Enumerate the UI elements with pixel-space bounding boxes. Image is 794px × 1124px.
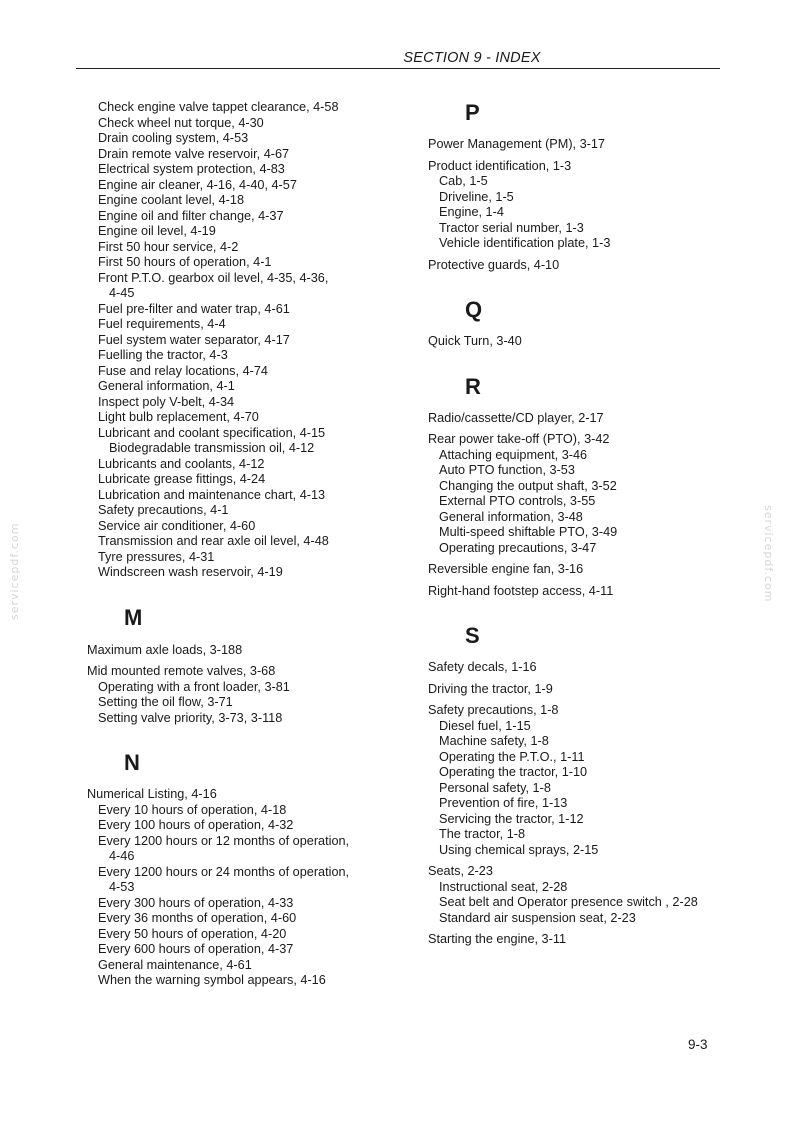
index-subentry: The tractor, 1-8 xyxy=(439,827,526,841)
index-subentry: External PTO controls, 3-55 xyxy=(439,494,596,508)
index-subentry: Every 1200 hours or 24 months of operation, xyxy=(98,864,350,879)
index-entry: Lubrication and maintenance chart, 4-13 xyxy=(98,487,326,502)
index-entry: Fuse and relay locations, 4-74 xyxy=(98,363,268,378)
index-entry: Seats, 2-23 xyxy=(428,864,493,878)
index-entry: Radio/cassette/CD player, 2-17 xyxy=(428,410,604,425)
index-subentry: Every 50 hours of operation, 4-20 xyxy=(98,926,287,941)
index-entry: Fuel system water separator, 4-17 xyxy=(98,332,290,347)
index-entry: Lubricants and coolants, 4-12 xyxy=(98,456,265,471)
index-entry: Engine oil and filter change, 4-37 xyxy=(98,208,284,223)
section-letter-r: R xyxy=(465,373,481,399)
index-subentry: Auto PTO function, 3-53 xyxy=(439,463,575,477)
index-entry: Lubricant and coolant specification, 4-15 xyxy=(98,425,326,440)
index-entry: Power Management (PM), 3-17 xyxy=(428,137,605,151)
index-subentry: Cab, 1-5 xyxy=(439,174,488,188)
index-entry: Safety precautions, 1-8 xyxy=(428,703,559,717)
index-subentry: Standard air suspension seat, 2-23 xyxy=(439,910,636,925)
index-subentry: Personal safety, 1-8 xyxy=(439,780,551,795)
watermark-left: servicepdf.com xyxy=(8,522,21,620)
index-subentry: Attaching equipment, 3-46 xyxy=(439,447,588,462)
index-subentry: Every 10 hours of operation, 4-18 xyxy=(98,802,287,817)
index-entry: Tyre pressures, 4-31 xyxy=(98,549,215,564)
index-subentry: Operating the tractor, 1-10 xyxy=(439,765,588,779)
index-entry: Safety decals, 1-16 xyxy=(428,660,537,674)
index-entry: First 50 hours of operation, 4-1 xyxy=(98,255,272,269)
index-entry: Lubricate grease fittings, 4-24 xyxy=(98,472,266,486)
index-entry: Inspect poly V-belt, 4-34 xyxy=(98,394,235,409)
index-subentry: Tractor serial number, 1-3 xyxy=(439,220,584,235)
index-entry: Driving the tractor, 1-9 xyxy=(428,681,553,696)
index-column-left xyxy=(87,100,387,989)
index-subentry: Setting valve priority, 3-73, 3-118 xyxy=(98,710,283,725)
index-subentry: Biodegradable transmission oil, 4-12 xyxy=(109,441,315,455)
index-subentry: Every 36 months of operation, 4-60 xyxy=(98,911,297,925)
index-subentry: Operating the P.T.O., 1-11 xyxy=(439,749,585,764)
index-entry: Engine oil level, 4-19 xyxy=(98,224,216,238)
index-entry: Service air conditioner, 4-60 xyxy=(98,518,256,533)
section-letter-q: Q xyxy=(465,297,483,322)
index-subentry: Vehicle identification plate, 1-3 xyxy=(439,236,611,250)
index-entry: Starting the engine, 3-11 xyxy=(428,932,567,946)
index-subentry: Multi-speed shiftable PTO, 3-49 xyxy=(439,525,618,539)
index-subentry: Operating precautions, 3-47 xyxy=(439,540,597,555)
index-entry: Windscreen wash reservoir, 4-19 xyxy=(98,565,283,579)
index-entry: Drain cooling system, 4-53 xyxy=(98,131,249,145)
index-subentry: Every 600 hours of operation, 4-37 xyxy=(98,942,294,956)
index-entry-continuation: 4-46 xyxy=(109,849,135,863)
index-subentry: Changing the output shaft, 3-52 xyxy=(439,478,617,493)
index-entry: Mid mounted remote valves, 3-68 xyxy=(87,664,276,678)
index-entry: Fuel requirements, 4-4 xyxy=(98,317,226,331)
index-subentry: Setting the oil flow, 3-71 xyxy=(98,695,233,709)
section-letter-m: M xyxy=(124,604,143,630)
section-letter-n: N xyxy=(124,750,140,775)
section-title: SECTION 9 - INDEX xyxy=(403,50,541,66)
section-letter-p: P xyxy=(465,100,480,125)
index-entry: Light bulb replacement, 4-70 xyxy=(98,410,259,424)
index-entry: Quick Turn, 3-40 xyxy=(428,334,522,348)
index-entry: First 50 hour service, 4-2 xyxy=(98,239,239,254)
index-entry: Transmission and rear axle oil level, 4-48 xyxy=(98,534,329,548)
index-entry: Check engine valve tappet clearance, 4-58 xyxy=(98,100,339,114)
index-subentry: Every 100 hours of operation, 4-32 xyxy=(98,818,294,832)
index-entry-continuation: 4-53 xyxy=(109,880,135,894)
index-subentry: Servicing the tractor, 1-12 xyxy=(439,811,584,826)
watermark-right: servicepdf.com xyxy=(762,505,775,603)
index-entry: Electrical system protection, 4-83 xyxy=(98,162,285,176)
index-subentry: Engine, 1-4 xyxy=(439,205,504,219)
index-subentry: Every 300 hours of operation, 4-33 xyxy=(98,895,294,910)
page-number: 9-3 xyxy=(688,1037,708,1052)
index-entry: Rear power take-off (PTO), 3-42 xyxy=(428,432,610,446)
index-subentry: Every 1200 hours or 12 months of operation, xyxy=(98,833,350,848)
index-entry: Fuelling the tractor, 4-3 xyxy=(98,348,228,362)
index-subentry: When the warning symbol appears, 4-16 xyxy=(98,973,326,987)
index-subentry: Driveline, 1-5 xyxy=(439,189,514,204)
index-subentry: General information, 3-48 xyxy=(439,509,583,524)
index-subentry: Instructional seat, 2-28 xyxy=(439,879,568,894)
index-entry: Front P.T.O. gearbox oil level, 4-35, 4-36, xyxy=(98,270,329,285)
section-letter-s: S xyxy=(465,623,480,648)
index-subentry: Operating with a front loader, 3-81 xyxy=(98,679,290,694)
index-column-right xyxy=(428,100,728,948)
index-entry: Right-hand footstep access, 4-11 xyxy=(428,583,614,598)
index-entry: Numerical Listing, 4-16 xyxy=(87,787,217,801)
index-entry: Check wheel nut torque, 4-30 xyxy=(98,115,264,130)
index-entry: Safety precautions, 4-1 xyxy=(98,503,229,517)
index-subentry: General maintenance, 4-61 xyxy=(98,957,252,972)
index-entry: Reversible engine fan, 3-16 xyxy=(428,562,584,576)
index-subentry: Seat belt and Operator presence switch , 2-28 xyxy=(439,895,698,909)
index-entry: Fuel pre-filter and water trap, 4-61 xyxy=(98,301,290,316)
index-entry: Engine coolant level, 4-18 xyxy=(98,193,245,207)
index-entry: Protective guards, 4-10 xyxy=(428,257,560,272)
index-subentry: Using chemical sprays, 2-15 xyxy=(439,842,599,857)
index-subentry: Prevention of fire, 1-13 xyxy=(439,796,568,810)
index-entry: Maximum axle loads, 3-188 xyxy=(87,642,243,657)
index-entry-continuation: 4-45 xyxy=(109,286,135,300)
index-entry: Engine air cleaner, 4-16, 4-40, 4-57 xyxy=(98,177,297,192)
index-subentry: Diesel fuel, 1-15 xyxy=(439,718,531,733)
index-entry: Product identification, 1-3 xyxy=(428,158,572,173)
index-entry: Drain remote valve reservoir, 4-67 xyxy=(98,146,290,161)
index-subentry: Machine safety, 1-8 xyxy=(439,734,549,748)
section-header xyxy=(76,50,720,69)
index-entry: General information, 4-1 xyxy=(98,379,235,393)
